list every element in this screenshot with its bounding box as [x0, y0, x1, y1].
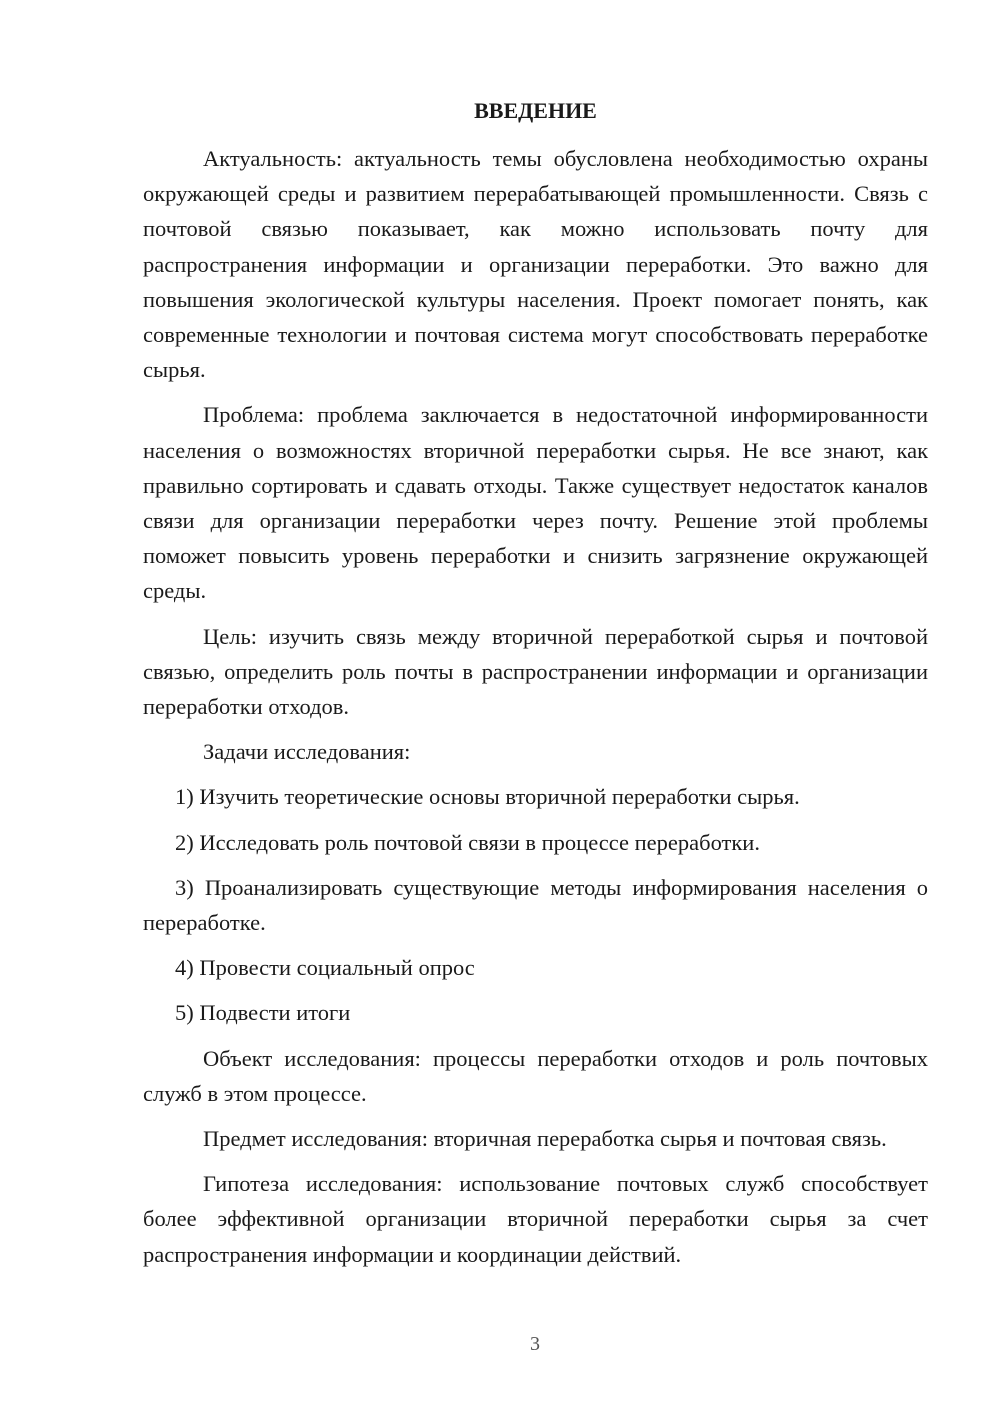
hypothesis-paragraph: Гипотеза исследования: использование почтовых служб способствует более эффективной организации вторичной переработки сырья за счет распространения информации и координации действий.: [143, 1171, 928, 1267]
task-item: 5) Подвести итоги: [175, 1000, 351, 1026]
subject-paragraph: Предмет исследования: вторичная переработка сырья и почтовая связь.: [203, 1126, 887, 1152]
goal-paragraph: Цель: изучить связь между вторичной переработкой сырья и почтовой связью, определить роль почты в распространении информации и организации переработки отходов.: [143, 623, 928, 720]
relevance-paragraph: Актуальность: актуальность темы обусловлена необходимостью охраны окружающей среды и развитием перерабатывающей промышленности. Связь с почтовой связью показывает, как можно использовать почту для распространения информации и организации переработки. Это важно для повышения экологической культуры населения. Проект помогает понять, как современные технологии и почтовая система могут способствовать переработке сырья.: [143, 146, 928, 383]
task-item: 1) Изучить теоретические основы вторичной переработки сырья.: [175, 784, 800, 810]
page-number: 3: [530, 1333, 540, 1355]
tasks-heading: Задачи исследования:: [203, 739, 411, 765]
document-page: [143, 96, 928, 1282]
task-item: 2) Исследовать роль почтовой связи в процессе переработки.: [175, 829, 760, 855]
task-item: 3) Проанализировать существующие методы информирования населения о переработке.: [143, 874, 928, 936]
object-paragraph: Объект исследования: процессы переработки отходов и роль почтовых служб в этом процессе.: [143, 1045, 928, 1106]
section-heading: ВВЕДЕНИЕ: [474, 98, 597, 123]
task-item: 4) Провести социальный опрос: [175, 955, 475, 981]
problem-paragraph: Проблема: проблема заключается в недостаточной информированности населения о возможностях вторичной переработки сырья. Не все знают, как правильно сортировать и сдавать отходы. Также существует недостаток каналов связи для организации переработки через почту. Решение этой проблемы поможет повысить уровень переработки и снизить загрязнение окружающей среды.: [143, 402, 928, 604]
